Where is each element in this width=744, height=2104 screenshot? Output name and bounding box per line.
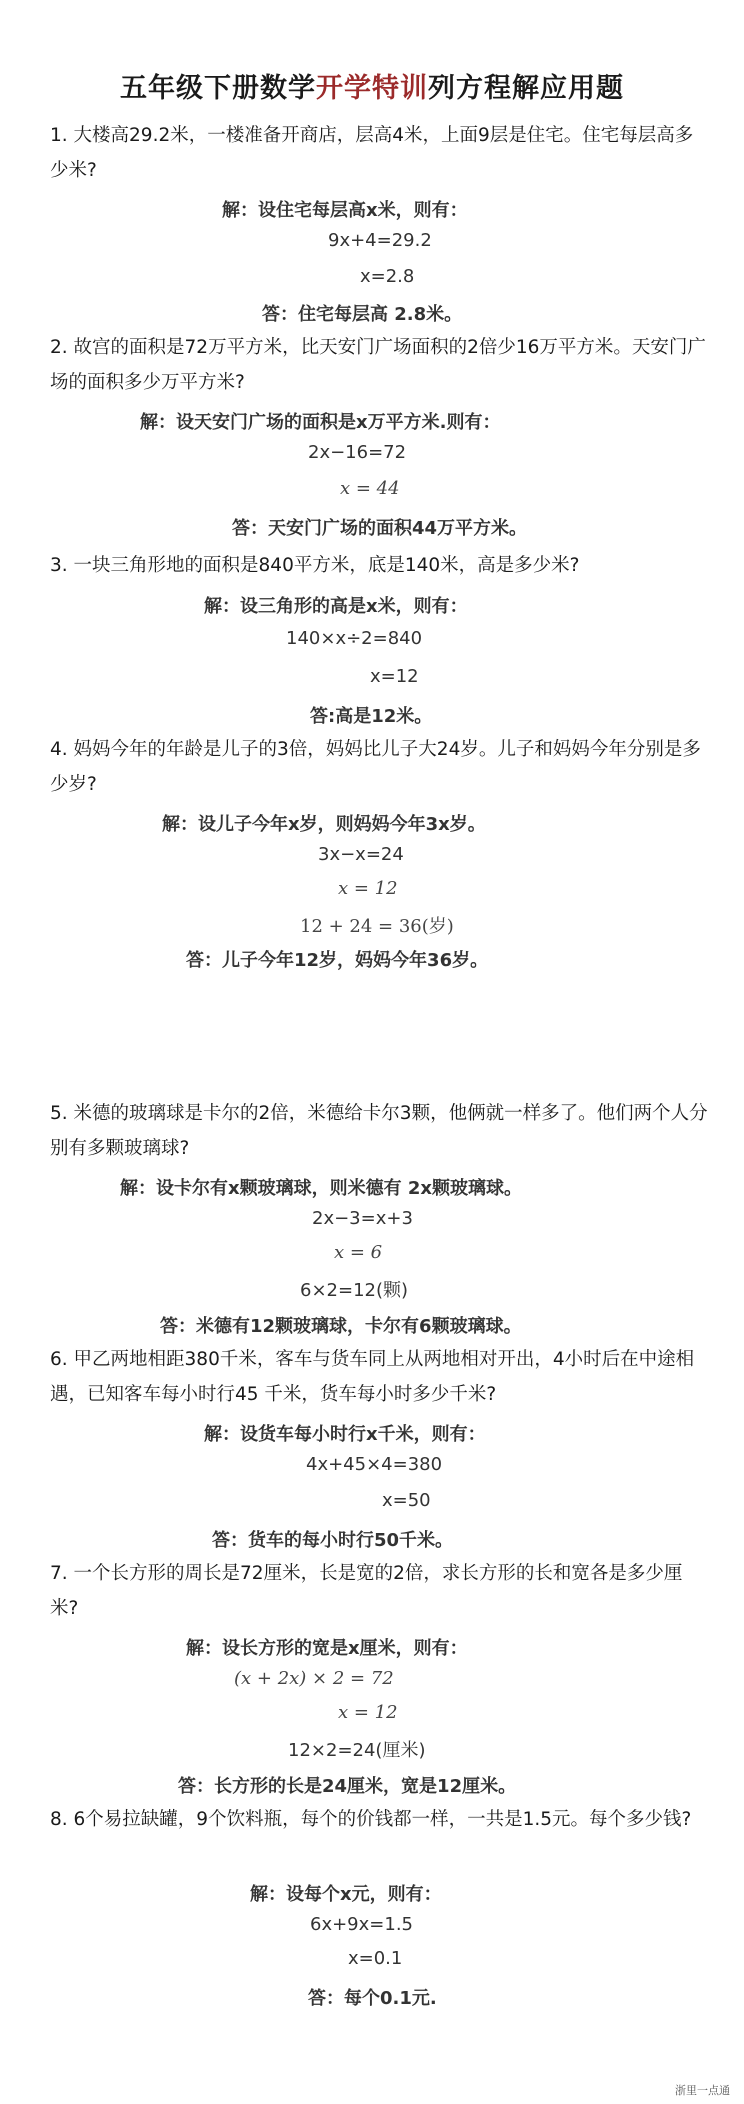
- problem-4-equation-3: 12 + 24 = 36(岁): [300, 916, 454, 937]
- problem-2-solution: 解：设天安门广场的面积是x万平方米.则有：: [140, 412, 501, 433]
- problem-5-equation-3: 6×2=12(颗): [300, 1280, 409, 1301]
- problem-1-question: 1. 大楼高29.2米，一楼准备开商店，层高4米，上面9层是住宅。住宅每层高多少米?: [50, 125, 694, 181]
- title-part-1: 五年级下册数学: [120, 73, 316, 104]
- problem-4-equation-1: 3x−x=24: [318, 844, 404, 865]
- problem-2-answer: 答：天安门广场的面积44万平方米。: [232, 518, 528, 539]
- problem-5-equation-2: x = 6: [334, 1242, 383, 1263]
- problem-1-equation-2: x=2.8: [360, 266, 415, 287]
- problem-2-equation-2: x = 44: [340, 478, 400, 499]
- problem-3-solution: 解：设三角形的高是x米，则有：: [204, 596, 468, 617]
- problem-6-answer: 答：货车的每小时行50千米。: [212, 1530, 454, 1551]
- problem-3-answer: 答:高是12米。: [310, 706, 433, 727]
- problem-3-question: 3. 一块三角形地的面积是840平方米，底是140米，高是多少米?: [50, 555, 580, 576]
- problem-7-solution: 解：设长方形的宽是x厘米，则有：: [186, 1638, 468, 1659]
- problem-1-equation-1: 9x+4=29.2: [328, 230, 432, 251]
- problem-7-equation-2: x = 12: [338, 1702, 398, 1723]
- problem-4-equation-2: x = 12: [338, 878, 398, 899]
- problem-8-equation-2: x=0.1: [348, 1948, 403, 1969]
- problem-7-question: 7. 一个长方形的周长是72厘米，长是宽的2倍，求长方形的长和宽各是多少厘米?: [50, 1563, 683, 1619]
- problem-4-question: 4. 妈妈今年的年龄是儿子的3倍，妈妈比儿子大24岁。儿子和妈妈今年分别是多少岁?: [50, 739, 701, 795]
- problem-2-question: 2. 故宫的面积是72万平方米，比天安门广场面积的2倍少16万平方米。天安门广场的面积多少万平方米?: [50, 337, 706, 393]
- problem-4-answer: 答：儿子今年12岁，妈妈今年36岁。: [186, 950, 489, 971]
- problem-3-equation-1: 140×x÷2=840: [286, 628, 423, 649]
- watermark: 浙里一点通: [675, 2084, 730, 2097]
- problem-8-equation-1: 6x+9x=1.5: [310, 1914, 413, 1935]
- problem-7-equation-1: (x + 2x) × 2 = 72: [234, 1668, 394, 1689]
- problem-8-question: 8. 6个易拉缺罐，9个饮料瓶，每个的价钱都一样，一共是1.5元。每个多少钱?: [50, 1809, 692, 1830]
- problem-1-solution: 解：设住宅每层高x米，则有：: [222, 200, 468, 221]
- problem-6-equation-1: 4x+45×4=380: [306, 1454, 443, 1475]
- problem-1-answer: 答：住宅每层高 2.8米。: [262, 304, 463, 325]
- problem-8-answer: 答：每个0.1元.: [308, 1988, 437, 2009]
- problem-6-equation-2: x=50: [382, 1490, 431, 1511]
- title-part-2: 开学特训: [316, 73, 428, 104]
- problem-4-solution: 解：设儿子今年x岁，则妈妈今年3x岁。: [162, 814, 486, 835]
- problem-6-question: 6. 甲乙两地相距380千米，客车与货车同上从两地相对开出，4小时后在中途相遇，已知客车每小时行45 千米，货车每小时多少千米?: [50, 1349, 695, 1405]
- page-title: [0, 66, 744, 105]
- problem-2-equation-1: 2x−16=72: [308, 442, 407, 463]
- problem-7-answer: 答：长方形的长是24厘米，宽是12厘米。: [178, 1776, 517, 1797]
- problem-7-equation-3: 12×2=24(厘米): [288, 1740, 426, 1761]
- title-part-3: 列方程解应用题: [428, 73, 624, 104]
- problem-5-question: 5. 米德的玻璃球是卡尔的2倍，米德给卡尔3颗，他俩就一样多了。他们两个人分别有多颗玻璃球?: [50, 1103, 708, 1159]
- problem-5-equation-1: 2x−3=x+3: [312, 1208, 413, 1229]
- problem-5-answer: 答：米德有12颗玻璃球，卡尔有6颗玻璃球。: [160, 1316, 522, 1337]
- problem-3-equation-2: x=12: [370, 666, 419, 687]
- problem-6-solution: 解：设货车每小时行x千米，则有：: [204, 1424, 486, 1445]
- problem-5-solution: 解：设卡尔有x颗玻璃球，则米德有 2x颗玻璃球。: [120, 1178, 523, 1199]
- problem-8-solution: 解：设每个x元，则有：: [250, 1884, 442, 1905]
